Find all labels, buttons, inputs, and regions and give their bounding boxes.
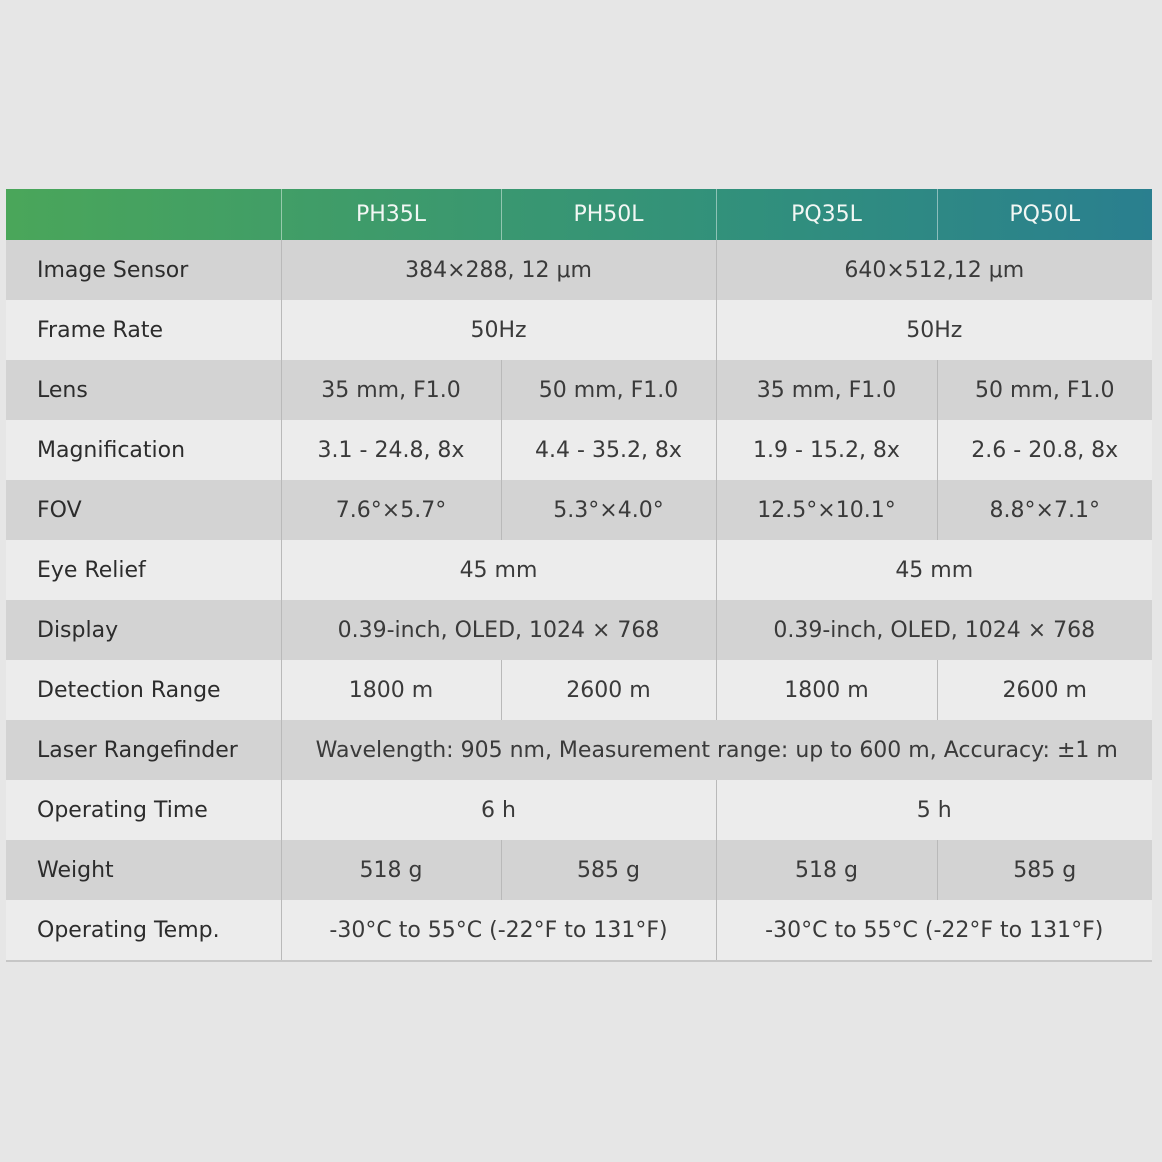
pq35l-value: 35 mm, F1.0 [716, 360, 937, 420]
row-weight [6, 840, 1152, 900]
pq50l-value: 2600 m [937, 660, 1152, 720]
row-label: Frame Rate [6, 300, 281, 360]
all-models-value: Wavelength: 905 nm, Measurement range: up to 600 m, Accuracy: ±1 m [281, 720, 1152, 780]
ph35l-value: 3.1 - 24.8, 8x [281, 420, 501, 480]
pq50l-value: 585 g [937, 840, 1152, 900]
row-magnification [6, 420, 1152, 480]
ph50l-value: 4.4 - 35.2, 8x [501, 420, 716, 480]
ph50l-value: 50 mm, F1.0 [501, 360, 716, 420]
row-laser-rangefinder [6, 720, 1152, 780]
row-operating-time [6, 780, 1152, 840]
pq50l-value: 50 mm, F1.0 [937, 360, 1152, 420]
row-label: Detection Range [6, 660, 281, 720]
row-label: Laser Rangefinder [6, 720, 281, 780]
row-label: Image Sensor [6, 240, 281, 300]
pq-value: -30°C to 55°C (-22°F to 131°F) [716, 900, 1152, 961]
pq50l-value: 2.6 - 20.8, 8x [937, 420, 1152, 480]
row-label: FOV [6, 480, 281, 540]
pq-value: 5 h [716, 780, 1152, 840]
ph-value: 50Hz [281, 300, 716, 360]
pq-value: 0.39-inch, OLED, 1024 × 768 [716, 600, 1152, 660]
row-frame-rate [6, 300, 1152, 360]
row-label: Display [6, 600, 281, 660]
pq35l-value: 1800 m [716, 660, 937, 720]
pq50l-value: 8.8°×7.1° [937, 480, 1152, 540]
ph-value: -30°C to 55°C (-22°F to 131°F) [281, 900, 716, 961]
header-ph50l: PH50L [501, 189, 716, 240]
table-header-row [6, 189, 1152, 240]
row-label: Lens [6, 360, 281, 420]
header-blank [6, 189, 281, 240]
row-lens [6, 360, 1152, 420]
ph35l-value: 1800 m [281, 660, 501, 720]
pq35l-value: 1.9 - 15.2, 8x [716, 420, 937, 480]
ph35l-value: 35 mm, F1.0 [281, 360, 501, 420]
ph35l-value: 7.6°×5.7° [281, 480, 501, 540]
ph-value: 0.39-inch, OLED, 1024 × 768 [281, 600, 716, 660]
ph50l-value: 5.3°×4.0° [501, 480, 716, 540]
ph35l-value: 518 g [281, 840, 501, 900]
row-label: Weight [6, 840, 281, 900]
ph50l-value: 2600 m [501, 660, 716, 720]
pq-value: 640×512,12 μm [716, 240, 1152, 300]
row-label: Magnification [6, 420, 281, 480]
row-display [6, 600, 1152, 660]
row-image-sensor [6, 240, 1152, 300]
header-ph35l: PH35L [281, 189, 501, 240]
ph50l-value: 585 g [501, 840, 716, 900]
row-label: Eye Relief [6, 540, 281, 600]
ph-value: 6 h [281, 780, 716, 840]
row-eye-relief [6, 540, 1152, 600]
header-pq50l: PQ50L [937, 189, 1152, 240]
row-label: Operating Time [6, 780, 281, 840]
pq35l-value: 12.5°×10.1° [716, 480, 937, 540]
row-fov [6, 480, 1152, 540]
pq-value: 45 mm [716, 540, 1152, 600]
ph-value: 384×288, 12 μm [281, 240, 716, 300]
ph-value: 45 mm [281, 540, 716, 600]
row-operating-temp [6, 900, 1152, 961]
row-label: Operating Temp. [6, 900, 281, 961]
row-detection-range [6, 660, 1152, 720]
header-pq35l: PQ35L [716, 189, 937, 240]
pq-value: 50Hz [716, 300, 1152, 360]
spec-comparison-table [6, 189, 1152, 962]
pq35l-value: 518 g [716, 840, 937, 900]
